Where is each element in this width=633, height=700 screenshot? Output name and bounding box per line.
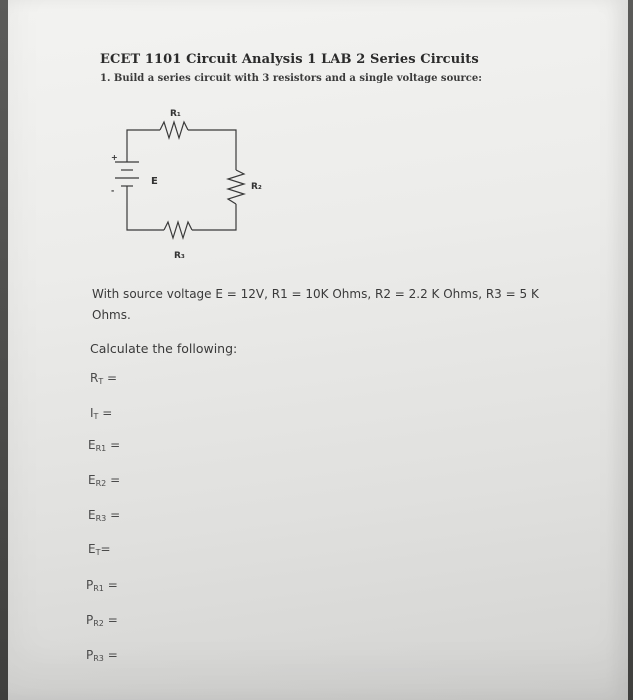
answer-er3 [88,508,120,523]
equals-sign: = [103,578,118,592]
equals-sign: = [98,406,113,420]
quantity-subscript: T [95,548,101,557]
minus-sign: - [111,186,115,195]
plus-sign: + [111,153,118,162]
equals-sign: = [103,371,118,385]
quantity-symbol: P [86,648,94,662]
r1-label: R₁ [170,109,181,119]
quantity-symbol: E [88,438,96,452]
equals-sign: = [106,438,121,452]
answer-pr1 [86,578,118,593]
quantity-symbol: E [88,542,96,556]
answer-er1 [88,438,120,453]
quantity-symbol: I [90,406,94,420]
quantity-subscript: R3 [93,654,104,663]
quantity-subscript: R1 [93,584,104,593]
r3-resistor [164,222,192,238]
r2-resistor [228,170,244,204]
r2-label: R₂ [251,182,262,192]
equals-sign: = [100,542,111,556]
instruction-text: 1. Build a series circuit with 3 resistors and a single voltage source: [100,73,482,84]
quantity-symbol: P [86,613,94,627]
r3-label: R₃ [174,251,185,261]
quantity-subscript: R1 [95,444,107,453]
circuit-wires [115,122,244,238]
quantity-subscript: R2 [95,479,107,488]
answer-er2 [88,473,120,488]
quantity-symbol: E [88,508,96,522]
answer-pr3 [86,648,118,663]
equals-sign: = [106,473,121,487]
quantity-subscript: R2 [93,619,104,628]
quantity-subscript: T [98,377,104,386]
problem-statement: With source voltage E = 12V, R1 = 10K Ohms, R2 = 2.2 K Ohms, R3 = 5 K Ohms. [92,287,539,322]
answer-rt [90,371,117,386]
answer-it [90,406,112,421]
answer-pr2 [86,613,118,628]
quantity-symbol: P [86,578,94,592]
worksheet-title: ECET 1101 Circuit Analysis 1 LAB 2 Series Circuits [100,52,479,67]
series-circuit-diagram [100,100,300,265]
quantity-symbol: E [88,473,96,487]
equals-sign: = [103,648,118,662]
source-label: E [151,176,158,187]
equals-sign: = [106,508,121,522]
answer-et [88,542,111,557]
quantity-symbol: R [90,371,99,385]
quantity-subscript: T [93,412,99,421]
equals-sign: = [103,613,118,627]
quantity-subscript: R3 [95,514,107,523]
calculate-prompt: Calculate the following: [90,341,238,356]
r1-resistor [160,122,188,138]
